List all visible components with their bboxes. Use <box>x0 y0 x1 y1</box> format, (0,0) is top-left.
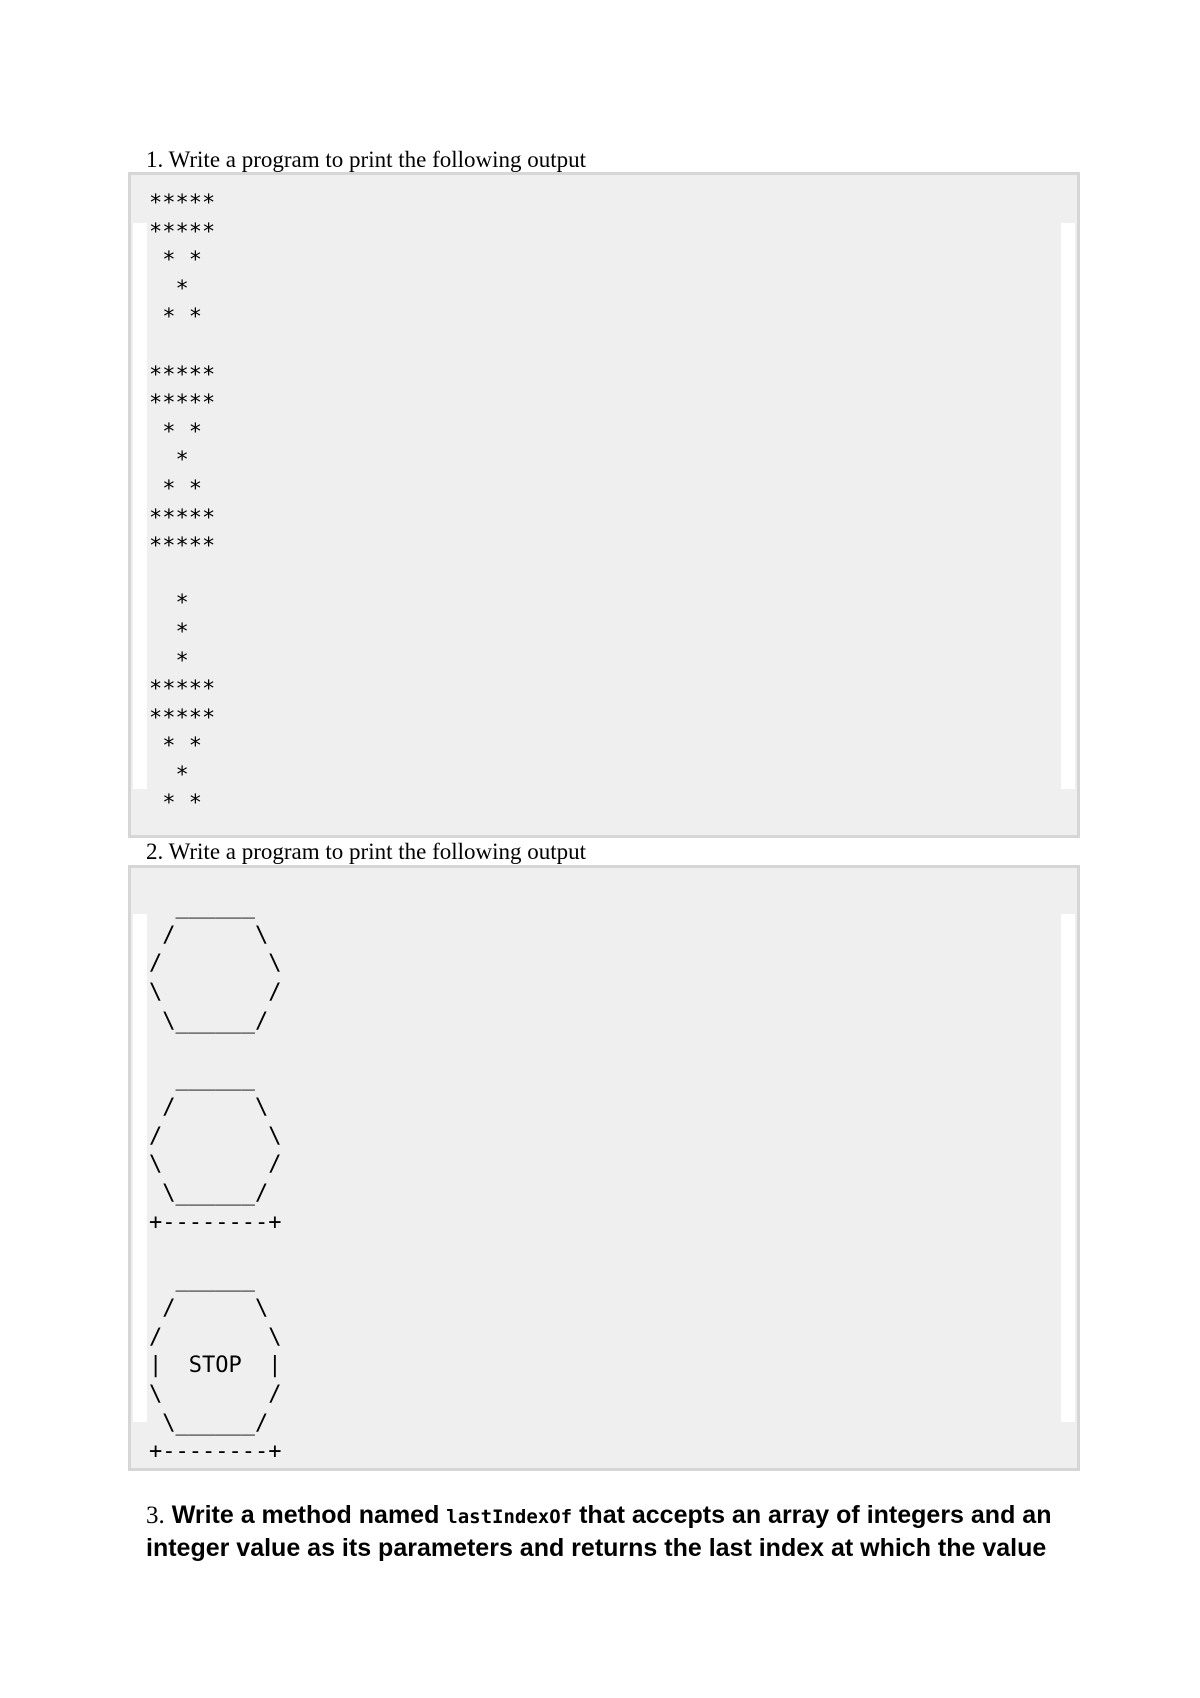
question-3-number: 3. <box>146 1502 165 1529</box>
output-box-left-edge <box>133 223 147 789</box>
question-1-output: ***** ***** * * * * * ***** ***** * * * * * ***** ***** * * * ***** ***** * * * * * <box>149 191 216 817</box>
question-3-prompt-before: Write a method named <box>171 1501 440 1529</box>
question-2-number: 2. <box>146 839 164 864</box>
question-1-prompt: Write a program to print the following output <box>168 147 587 172</box>
question-3-text <box>146 1500 1066 1564</box>
question-2-heading <box>146 839 586 865</box>
question-1-output-box <box>128 172 1080 838</box>
question-2-output-box <box>128 865 1080 1471</box>
output-box-right-edge <box>1061 223 1075 789</box>
question-1-heading <box>146 147 586 173</box>
output-box-left-edge <box>133 914 147 1422</box>
method-name: lastIndexOf <box>446 1506 573 1528</box>
output-box-right-edge <box>1061 914 1075 1422</box>
question-2-output: ______ / \ / \ \ / \______/ ______ / \ / \ \ / \______/ +--------+ ______ / \ / \ | STOP | \ / \______/ +--------+ <box>149 894 282 1465</box>
question-2-prompt: Write a program to print the following output <box>168 839 587 864</box>
question-1-number: 1. <box>146 147 164 172</box>
question-3-prompt-after: that accepts an array of integers and an integer value as its parameters and returns the last index at which the value <box>146 1501 1052 1562</box>
